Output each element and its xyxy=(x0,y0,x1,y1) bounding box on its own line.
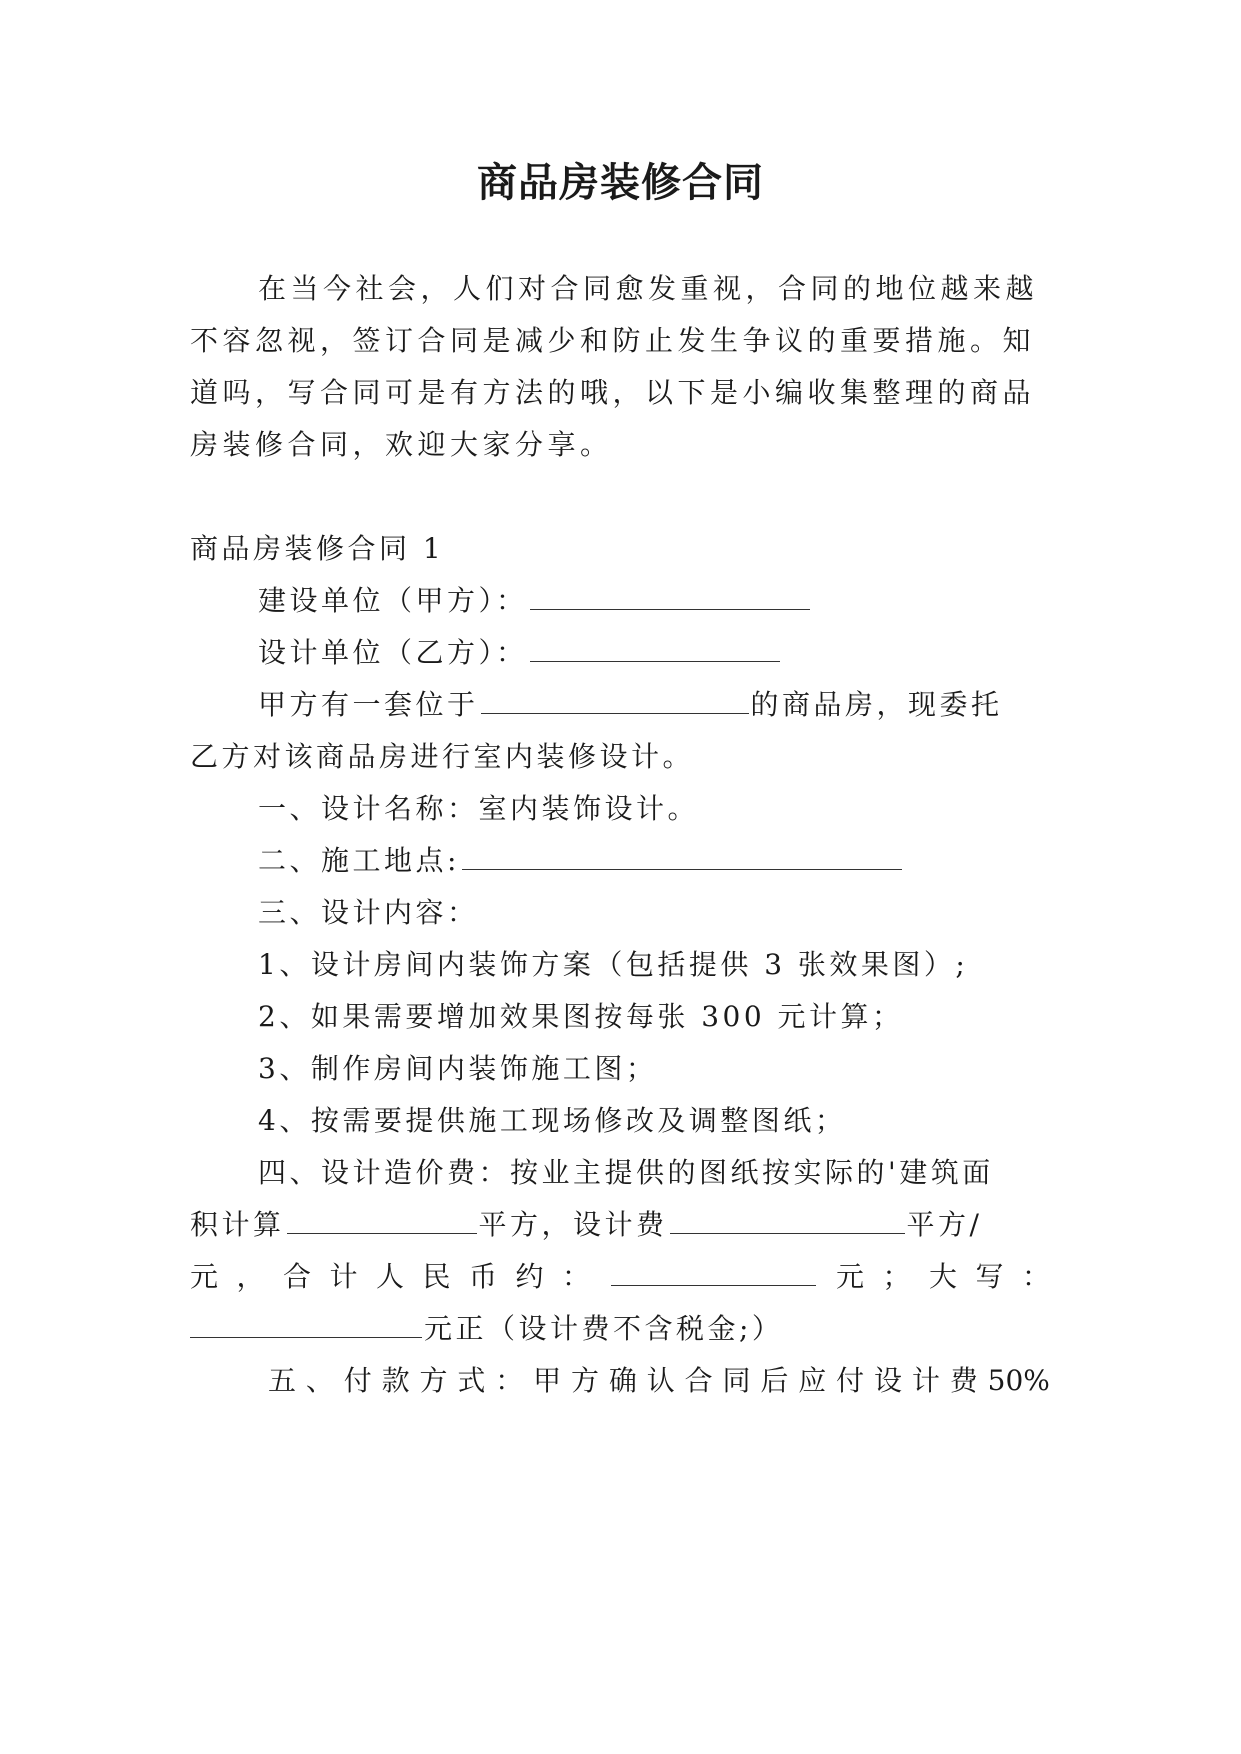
party-b-label: 设计单位（乙方）： xyxy=(258,636,528,669)
total-char: 币 xyxy=(469,1260,498,1293)
payment-char: 五 xyxy=(268,1364,297,1397)
area-blank xyxy=(287,1213,477,1234)
intro-line-1: 在当今社会，人们对合同愈发重视，合同的地位越来越 xyxy=(258,272,1039,305)
total-char: 计 xyxy=(329,1260,358,1293)
payment-char: 付 xyxy=(836,1364,865,1397)
total-semicolon: ； xyxy=(882,1260,911,1293)
content-item-1: 1、设计房间内装饰方案（包括提供 3 张效果图）; xyxy=(258,948,969,981)
party-b-blank xyxy=(530,641,780,662)
design-fee-line-4 xyxy=(190,1300,783,1358)
house-location-blank xyxy=(481,693,749,714)
payment-char: 、 xyxy=(305,1364,334,1397)
total-char: 约 xyxy=(515,1260,544,1293)
content-item-2: 2、如果需要增加效果图按每张 300 元计算； xyxy=(258,1000,904,1033)
payment-char: 后 xyxy=(760,1364,789,1397)
payment-char: 应 xyxy=(798,1364,827,1397)
total-char: 民 xyxy=(422,1260,451,1293)
section-heading: 商品房装修合同 1 xyxy=(190,532,445,565)
house-line-2: 乙方对该商品房进行室内装修设计。 xyxy=(190,740,695,773)
construction-site-label: 二、施工地点: xyxy=(258,844,460,877)
payment-char: 认 xyxy=(646,1364,675,1397)
payment-char: 款 xyxy=(381,1364,410,1397)
payment-char: ： xyxy=(495,1364,524,1397)
fee-blank xyxy=(670,1213,905,1234)
design-fee-line-3 xyxy=(190,1248,1050,1306)
fee-unit: 平方/ xyxy=(906,1208,983,1241)
item-design-content: 三、设计内容： xyxy=(258,896,479,929)
payment-percent: 50% xyxy=(987,1364,1050,1397)
capital-colon: ： xyxy=(1021,1260,1050,1293)
total-char: ， xyxy=(236,1260,265,1293)
payment-char: 同 xyxy=(722,1364,751,1397)
payment-char: 付 xyxy=(343,1364,372,1397)
payment-char: 式 xyxy=(457,1364,486,1397)
design-fee-line-1: 四、设计造价费：按业主提供的图纸按实际的'建筑面 xyxy=(258,1156,994,1189)
party-a-blank xyxy=(530,589,810,610)
party-a-label: 建设单位（甲方）： xyxy=(258,584,528,617)
payment-char: 计 xyxy=(911,1364,940,1397)
design-fee-line-2 xyxy=(190,1196,982,1254)
document-title: 商品房装修合同 xyxy=(477,160,764,206)
payment-char: 方 xyxy=(571,1364,600,1397)
payment-char: 费 xyxy=(949,1364,978,1397)
payment-char: 甲 xyxy=(533,1364,562,1397)
payment-char: 设 xyxy=(874,1364,903,1397)
capital-char-2: 写 xyxy=(975,1260,1004,1293)
payment-line-1 xyxy=(268,1352,1050,1410)
party-b-row xyxy=(258,624,782,682)
intro-line-3: 道吗，写合同可是有方法的哦，以下是小编收集整理的商品 xyxy=(190,376,1036,409)
intro-line-4: 房装修合同，欢迎大家分享。 xyxy=(190,428,613,461)
construction-site-row xyxy=(258,832,904,890)
payment-char: 方 xyxy=(419,1364,448,1397)
total-char: 人 xyxy=(376,1260,405,1293)
payment-char: 确 xyxy=(608,1364,637,1397)
total-char: 元 xyxy=(190,1260,219,1293)
total-yuan: 元 xyxy=(835,1260,864,1293)
payment-char: 合 xyxy=(684,1364,713,1397)
house-after: 的商品房，现委托 xyxy=(750,688,1003,721)
content-item-3: 3、制作房间内装饰施工图； xyxy=(258,1052,658,1085)
total-amount-blank xyxy=(611,1265,816,1286)
party-a-row xyxy=(258,572,812,630)
content-item-4: 4、按需要提供施工现场修改及调整图纸； xyxy=(258,1104,847,1137)
capital-char-1: 大 xyxy=(928,1260,957,1293)
house-before: 甲方有一套位于 xyxy=(258,688,479,721)
item-design-name: 一、设计名称：室内装饰设计。 xyxy=(258,792,700,825)
area-label: 积计算 xyxy=(190,1208,285,1241)
intro-line-2: 不容忽视，签订合同是减少和防止发生争议的重要措施。知 xyxy=(190,324,1036,357)
total-char: ： xyxy=(562,1260,591,1293)
house-location-row xyxy=(258,676,1003,734)
construction-site-blank xyxy=(462,849,902,870)
capital-amount-suffix: 元正（设计费不含税金;） xyxy=(424,1312,784,1345)
fee-label: 平方，设计费 xyxy=(478,1208,668,1241)
capital-amount-blank xyxy=(190,1317,422,1338)
total-char: 合 xyxy=(283,1260,312,1293)
